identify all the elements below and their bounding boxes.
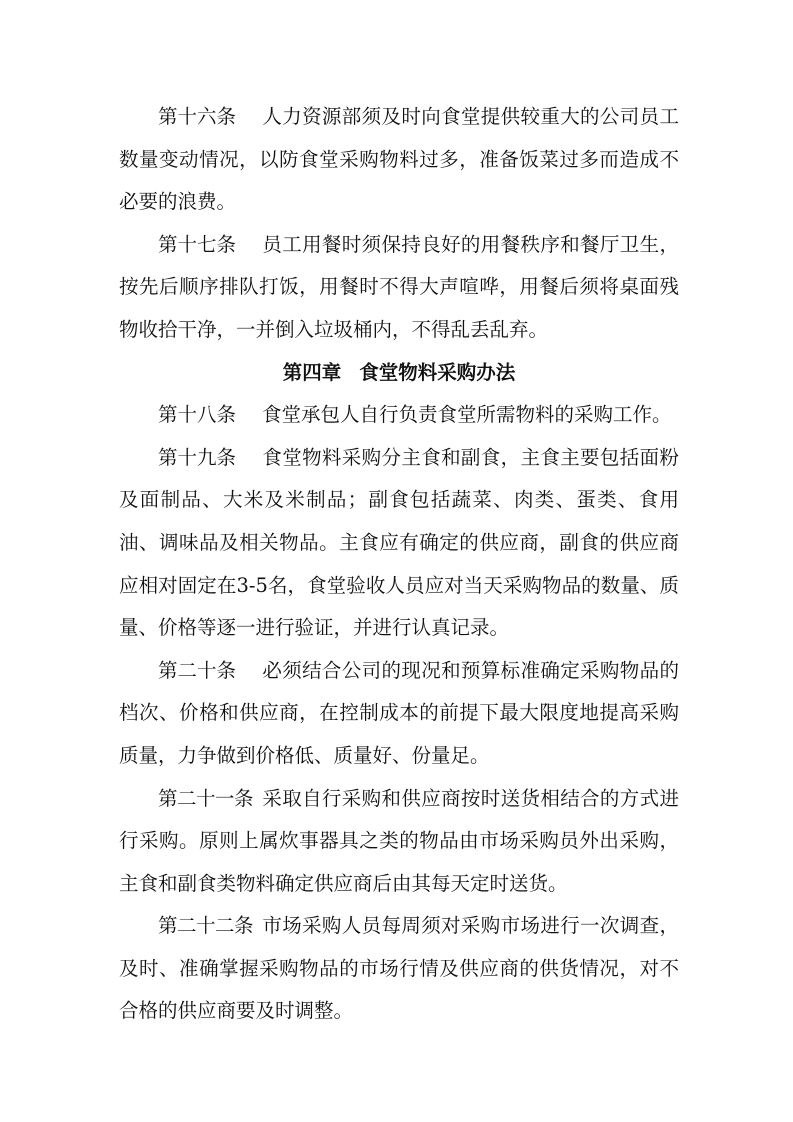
article-text: 食堂承包人自行负责食堂所需物料的采购工作。 xyxy=(262,403,672,427)
chapter-heading xyxy=(119,352,679,395)
article-17 xyxy=(119,224,679,352)
article-text: 采取自行采购和供应商按时送货相结合的方式进行采购。原则上属炊事器具之类的物品由市场采购员外出采购，主食和副食类物料确定供应商后由其每天定时送货。 xyxy=(119,786,679,895)
article-number: 第二十一条 xyxy=(158,786,254,810)
article-21 xyxy=(119,778,679,906)
article-19 xyxy=(119,437,679,650)
article-text: 必须结合公司的现况和预算标准确定采购物品的档次、价格和供应商，在控制成本的前提下最大限度地提高采购质量，力争做到价格低、质量好、份量足。 xyxy=(119,658,679,767)
article-text: 市场采购人员每周须对采购市场进行一次调查，及时、准确掌握采购物品的市场行情及供应商的供货情况，对不合格的供应商要及时调整。 xyxy=(119,914,679,1023)
article-text: 食堂物料采购分主食和副食，主食主要包括面粉及面制品、大米及米制品；副食包括蔬菜、肉类、蛋类、食用油、调味品及相关物品。主食应有确定的供应商，副食的供应商应相对固定在3-5名，食堂验收人员应对当天采购物品的数量、质量、价格等逐一进行验证，并进行认真记录。 xyxy=(119,445,679,640)
article-22 xyxy=(119,905,679,1033)
article-number: 第十八条 xyxy=(158,403,237,427)
article-20 xyxy=(119,650,679,778)
chapter-title: 食堂物料采购办法 xyxy=(359,360,516,384)
article-text: 人力资源部须及时向食堂提供较重大的公司员工数量变动情况，以防食堂采购物料过多，准备饭菜过多而造成不必要的浪费。 xyxy=(119,105,679,214)
chapter-number: 第四章 xyxy=(282,360,342,384)
article-text: 员工用餐时须保持良好的用餐秩序和餐厅卫生，按先后顺序排队打饭，用餐时不得大声喧哗，用餐后须将桌面残物收拾干净，一并倒入垃圾桶内，不得乱丢乱弃。 xyxy=(119,232,679,341)
article-18 xyxy=(119,394,679,437)
article-16 xyxy=(119,96,679,224)
document-body xyxy=(119,96,679,1033)
article-number: 第十七条 xyxy=(158,232,237,256)
article-number: 第十九条 xyxy=(158,445,237,469)
article-number: 第二十条 xyxy=(158,658,237,682)
article-number: 第二十二条 xyxy=(158,914,254,938)
article-number: 第十六条 xyxy=(158,105,237,128)
